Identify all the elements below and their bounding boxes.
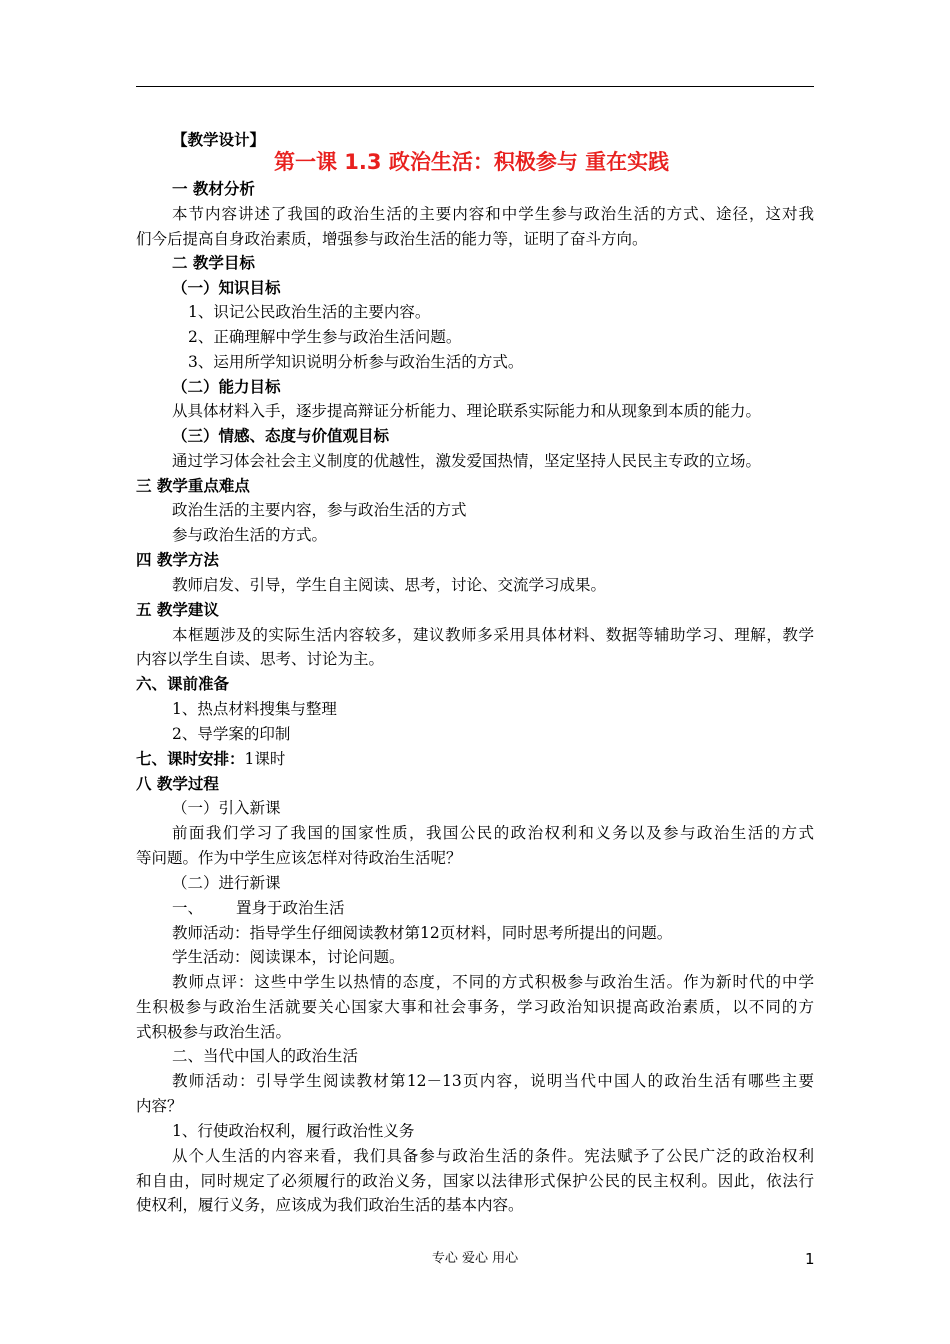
part1-number: 一、 xyxy=(172,899,204,917)
keypoints-line-2: 参与政治生活的方式。 xyxy=(172,526,328,544)
emotion-text: 通过学习体会社会主义制度的优越性，激发爱国热情，坚定坚持人民民主专政的立场。 xyxy=(172,452,762,470)
schedule-line xyxy=(136,749,285,769)
methods-text: 教师启发、引导，学生自主阅读、思考，讨论、交流学习成果。 xyxy=(172,576,607,594)
section-heading-schedule: 七、课时安排： xyxy=(136,750,245,768)
section-heading-preparation: 六、课前准备 xyxy=(136,675,230,693)
subheading-knowledge: （一）知识目标 xyxy=(172,279,281,297)
analysis-line-1: 本节内容讲述了我国的政治生活的主要内容和中学生参与政治生活的方式、途径，这对我 xyxy=(172,205,814,223)
section-heading-analysis: 一 教材分析 xyxy=(172,180,255,198)
section-heading-methods: 四 教学方法 xyxy=(136,551,219,569)
explanation-line-2: 和自由，同时规定了必须履行的政治义务，国家以法律形式保护公民的民主权利。因此，依法行 xyxy=(136,1172,814,1190)
part1-title: 置身于政治生活 xyxy=(236,899,345,917)
page-title: 第一课 1.3 政治生活：积极参与 重在实践 xyxy=(274,150,670,174)
point1-title: 1、行使政治权利，履行政治性义务 xyxy=(172,1122,415,1140)
subheading-ability: （二）能力目标 xyxy=(172,378,281,396)
knowledge-item-3: 3、运用所学知识说明分析参与政治生活的方式。 xyxy=(188,353,524,371)
intro-line-1: 前面我们学习了我国的国家性质，我国公民的政治权利和义务以及参与政治生活的方式 xyxy=(172,824,814,842)
subheading-emotion: （三）情感、态度与价值观目标 xyxy=(172,427,390,445)
section-heading-suggestions: 五 教学建议 xyxy=(136,601,219,619)
schedule-value: 1课时 xyxy=(244,750,286,768)
comment-line-2: 生积极参与政治生活就要关心国家大事和社会事务，学习政治知识提高政治素质，以不同的方 xyxy=(136,998,814,1016)
subheading-intro: （一）引入新课 xyxy=(172,799,281,817)
footer-motto: 专心 爱心 用心 xyxy=(431,1251,519,1266)
part2-title: 二、当代中国人的政治生活 xyxy=(172,1047,359,1065)
teacher-activity-2-line-2: 内容？ xyxy=(136,1097,183,1115)
knowledge-item-1: 1、识记公民政治生活的主要内容。 xyxy=(188,303,431,321)
analysis-line-2: 们今后提高自身政治素质，增强参与政治生活的能力等，证明了奋斗方向。 xyxy=(136,230,648,248)
section-heading-goals: 二 教学目标 xyxy=(172,254,255,272)
intro-line-2: 等问题。作为中学生应该怎样对待政治生活呢？ xyxy=(136,849,462,867)
keypoints-line-1: 政治生活的主要内容，参与政治生活的方式 xyxy=(172,501,467,519)
student-activity: 学生活动：阅读课本，讨论问题。 xyxy=(172,948,405,966)
header-tag: 【教学设计】 xyxy=(172,131,266,149)
teacher-activity-1: 教师活动：指导学生仔细阅读教材第12页材料，同时思考所提出的问题。 xyxy=(172,924,673,942)
ability-text: 从具体材料入手，逐步提高辩证分析能力、理论联系实际能力和从现象到本质的能力。 xyxy=(172,402,762,420)
header-rule xyxy=(136,86,814,87)
knowledge-item-2: 2、正确理解中学生参与政治生活问题。 xyxy=(188,328,462,346)
section-heading-keypoints: 三 教学重点难点 xyxy=(136,477,250,495)
explanation-line-1: 从个人生活的内容来看，我们具备参与政治生活的条件。宪法赋予了公民广泛的政治权利 xyxy=(172,1147,814,1165)
teacher-activity-2-line-1: 教师活动：引导学生阅读教材第12－13页内容，说明当代中国人的政治生活有哪些主要 xyxy=(172,1072,814,1090)
suggestions-line-2: 内容以学生自读、思考、讨论为主。 xyxy=(136,650,385,668)
preparation-item-1: 1、热点材料搜集与整理 xyxy=(172,700,337,718)
preparation-item-2: 2、导学案的印制 xyxy=(172,725,291,743)
comment-line-3: 式积极参与政治生活。 xyxy=(136,1023,292,1041)
subheading-new-lesson: （二）进行新课 xyxy=(172,874,281,892)
page-number: 1 xyxy=(805,1250,815,1268)
explanation-line-3: 使权利，履行义务，应该成为我们政治生活的基本内容。 xyxy=(136,1196,524,1214)
comment-line-1: 教师点评：这些中学生以热情的态度，不同的方式积极参与政治生活。作为新时代的中学 xyxy=(172,973,814,991)
section-heading-process: 八 教学过程 xyxy=(136,775,219,793)
suggestions-line-1: 本框题涉及的实际生活内容较多，建议教师多采用具体材料、数据等辅助学习、理解，教学 xyxy=(172,626,814,644)
